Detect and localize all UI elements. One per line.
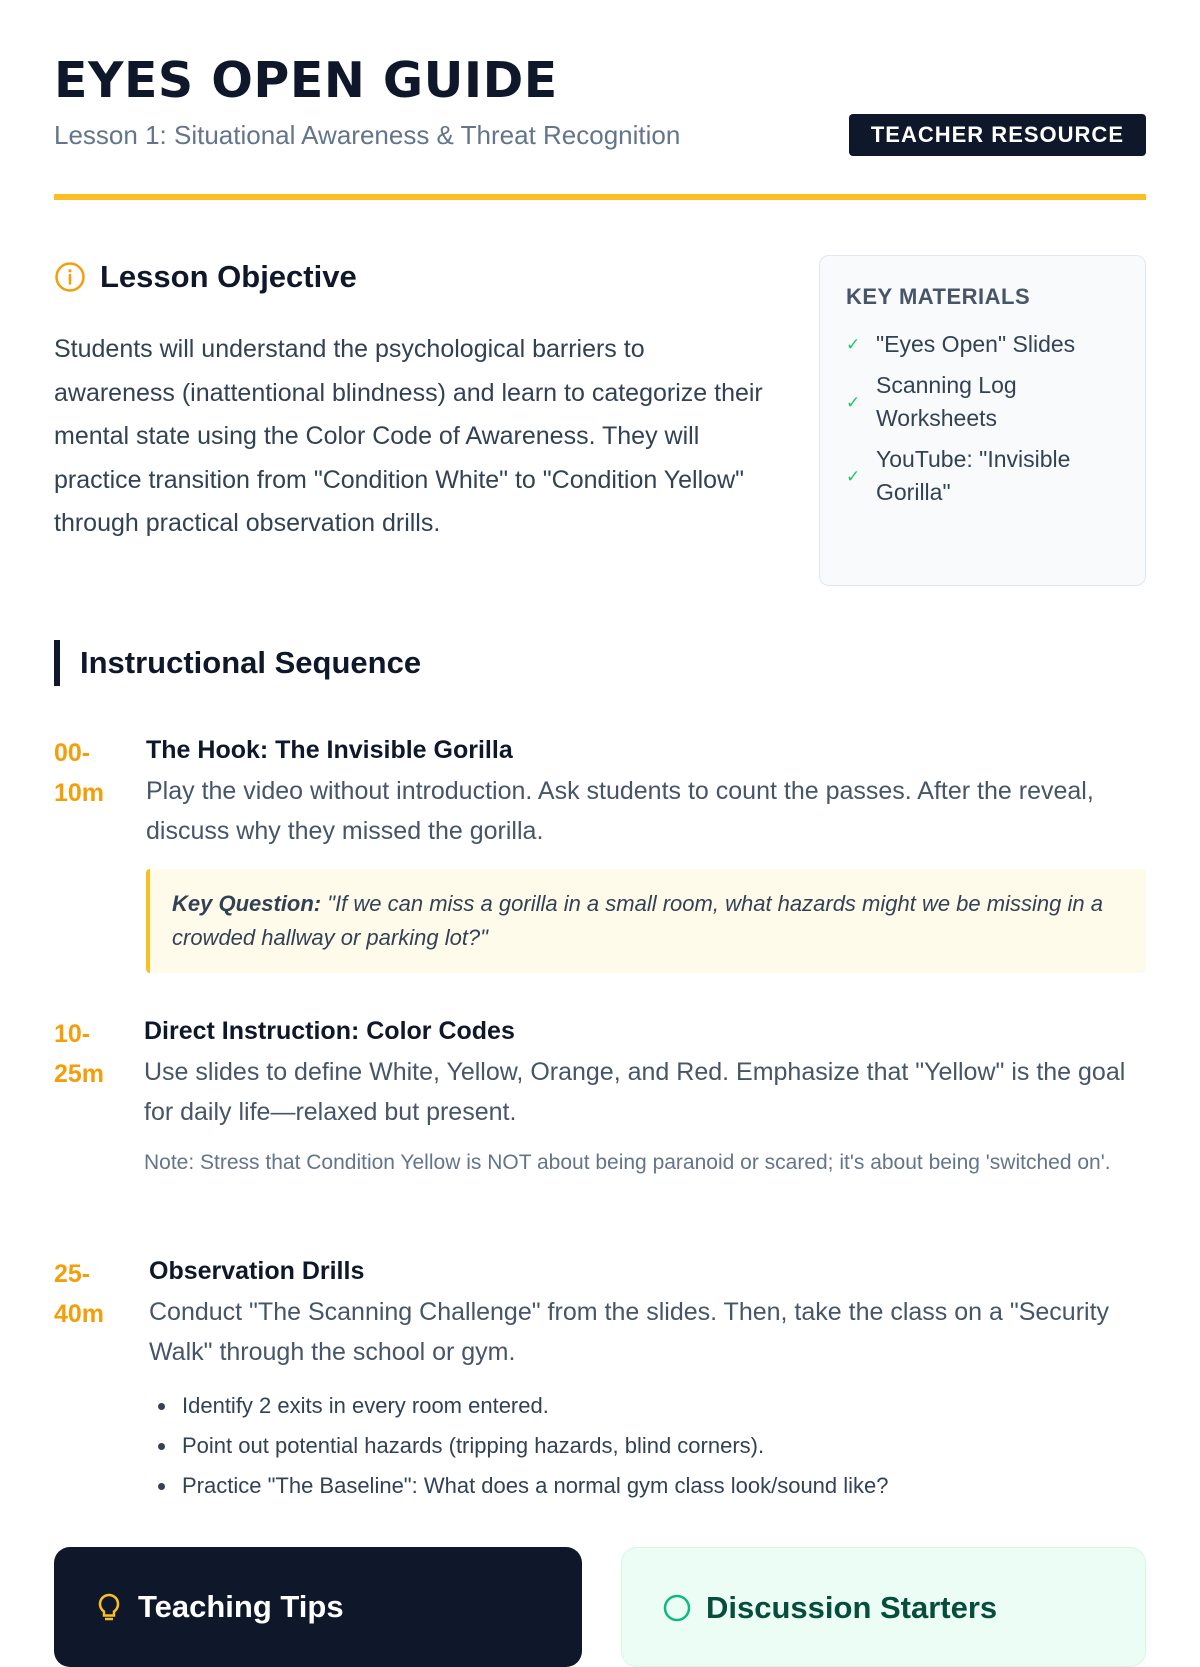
step-time: 10-25m [54,1020,105,1088]
discussion-starters-card [621,1547,1146,1667]
callout-label: Key Question: [172,891,322,916]
material-label: YouTube: "Invisible Gorilla" [876,446,1071,505]
check-icon: ✓ [846,466,861,486]
page-title: EYES OPEN GUIDE [54,52,558,109]
objective-heading [54,259,357,295]
step-body [146,733,1146,973]
step-text: Conduct "The Scanning Challenge" from the slides. Then, take the class on a "Security Walk" through the school or gym. [149,1298,1110,1366]
step-text: Play the video without introduction. Ask students to count the passes. After the reveal, discuss why they missed the gorilla. [146,777,1094,845]
step-time: 25-40m [54,1260,105,1328]
step-title: The Hook: The Invisible Gorilla [146,736,513,764]
step-time: 00-10m [54,739,105,807]
lesson-guide-page [54,0,1146,1625]
step-title: Direct Instruction: Color Codes [144,1017,515,1045]
teaching-tips-title: Teaching Tips [138,1589,344,1624]
lightbulb-icon [94,1592,124,1622]
info-icon [54,261,86,293]
step-body [144,1014,1146,1180]
key-materials-box [819,255,1146,586]
list-item: Practice "The Baseline": What does a normal gym class look/sound like? [149,1466,1146,1506]
callout-text: "If we can miss a gorilla in a small room, what hazards might we be missing in a crowded hallway or parking lot?" [172,891,1103,950]
page-subtitle: Lesson 1: Situational Awareness & Threat Recognition [54,120,681,150]
objective-text: Students will understand the psychological barriers to awareness (inattentional blindness) and learn to categorize their mental state using the Color Code of Awareness. They will practice transition from "Condition White" to "Condition Yellow" through practical observation drills. [54,335,763,537]
discussion-starters-title: Discussion Starters [706,1590,998,1625]
chat-bubble-icon [662,1593,692,1623]
drill-list [149,1386,1146,1506]
discussion-starters-heading [662,1590,1105,1626]
materials-heading: KEY MATERIALS [846,284,1031,309]
check-icon: ✓ [846,392,861,412]
list-item: Identify 2 exits in every room entered. [149,1386,1146,1426]
material-item [846,443,1119,509]
header-divider [54,194,1146,200]
teaching-tips-heading [94,1589,542,1625]
key-question-callout [146,869,1146,973]
check-icon: ✓ [846,335,861,354]
list-item: Point out potential hazards (tripping hazards, blind corners). [149,1426,1146,1466]
step-title: Observation Drills [149,1257,365,1285]
objective-title: Lesson Objective [100,259,357,294]
material-item [846,328,1119,361]
material-label: Scanning Log Worksheets [876,372,1017,431]
step-body [149,1254,1146,1506]
teacher-resource-badge: TEACHER RESOURCE [849,114,1146,156]
teaching-tips-card [54,1547,582,1667]
material-item [846,369,1119,435]
material-label: "Eyes Open" Slides [876,331,1076,357]
step-note: Note: Stress that Condition Yellow is NOT about being paranoid or scared; it's about being 'switched on'. [144,1151,1111,1174]
step-text: Use slides to define White, Yellow, Orange, and Red. Emphasize that "Yellow" is the goal for daily life—relaxed but present. [144,1058,1126,1126]
sequence-heading: Instructional Sequence [54,640,421,686]
